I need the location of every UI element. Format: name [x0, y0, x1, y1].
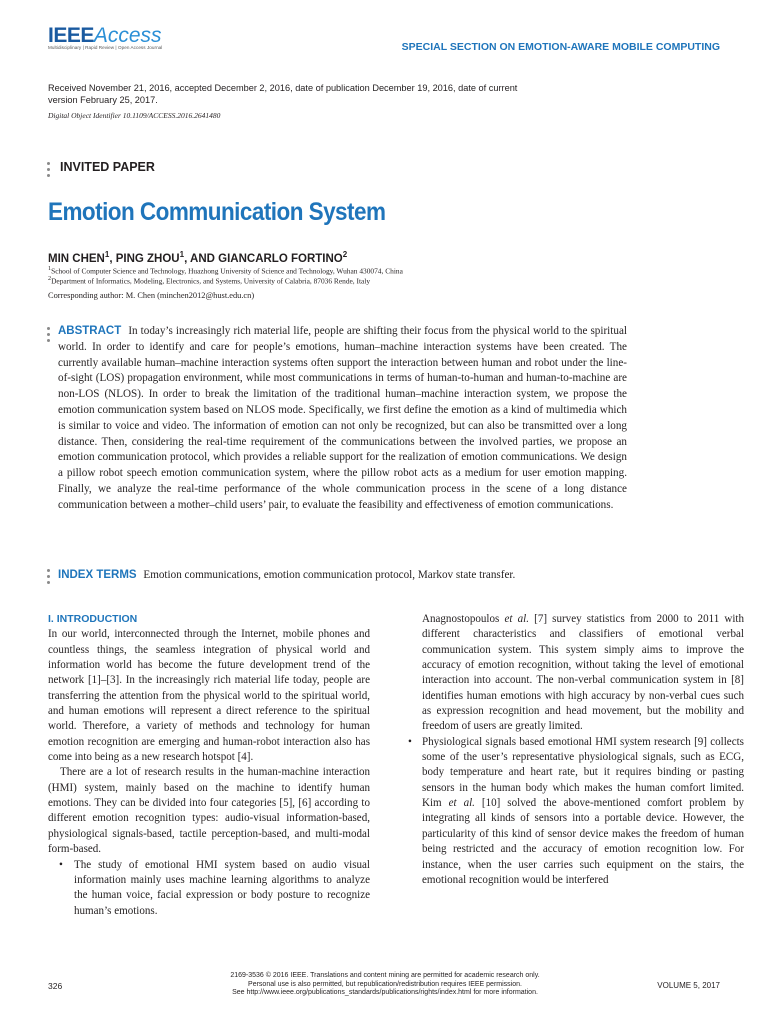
text-run: [10] solved the above-mentioned comfort problem by integrating all kinds of sensors into a portable device. However, the particularity of this kind of sensor device makes the freedom of human being restricted and the accuracy of emotion recognition low. For instance, when the user carries such equipment on the stairs, the emotional recognition would be interfered [422, 797, 745, 886]
text-run-italic: et al. [448, 797, 475, 810]
author-name: GIANCARLO FORTINO [218, 252, 343, 265]
author-affil-sup: 2 [342, 250, 348, 259]
paragraph: In our world, interconnected through the Internet, mobile phones and countless things, the seamless integration of physical world and information world has become the future development trend of the network [1]–[3]. In the increasingly rich material life today, people are transferring the attention from the physical world to the spiritual world, and human emotions will represent a direct reference to the spiritual world. Therefore, a variety of methods and technology for human emotion recognition are emerging and human-robot interaction also has come into being as a new research hotspot [4]. [48, 628, 370, 764]
text-run: Anagnostopoulos [422, 613, 500, 625]
list-item-text: The study of emotional HMI system based on audio visual information mainly uses machine learning algorithms to analyze the human voice, facial expression or body posture to recognize human’s emotions. [74, 858, 370, 917]
author-name: PING ZHOU [115, 252, 180, 265]
list-item [408, 735, 745, 888]
paragraph: There are a lot of research results in the human-machine interaction (HMI) system, mainly based on the machine to identify human emotions. They can be divided into four categories [5], [6] according to different emotion recognition types: audio-visual information-based, physiological signals-based, tactile perception-based, and multi-modal form-based. [48, 766, 370, 856]
page-number: 326 [48, 981, 63, 991]
section-heading: I. INTRODUCTION [48, 613, 138, 625]
affiliation-text: Department of Informatics, Modeling, Electronics, and Systems, University of Calabria, 87036 Rende, Italy [51, 276, 371, 286]
copyright-line: Personal use is also permitted, but republication/redistribution requires IEEE permission. [248, 980, 522, 988]
paper-type-label: INVITED PAPER [60, 160, 155, 174]
corresponding-author: Corresponding author: M. Chen (minchen2012@hust.edu.cn) [48, 291, 255, 300]
author-affil-sup: 1 [104, 250, 110, 259]
doi: Digital Object Identifier 10.1109/ACCESS.2016.2641480 [48, 111, 221, 120]
author-affil-sup: 1 [179, 250, 185, 259]
affiliation [48, 276, 370, 285]
index-terms-text: Emotion communications, emotion communication protocol, Markov state transfer. [143, 569, 516, 581]
logo-ieee-text: IEEE [48, 24, 94, 47]
copyright-notice [200, 972, 570, 998]
body-column-right [408, 612, 745, 888]
bullet-mark: • [59, 858, 63, 871]
text-run-italic: et al. [504, 613, 529, 625]
logo-access-text: Access [93, 24, 162, 47]
author-name: MIN CHEN [48, 252, 105, 265]
list-item [48, 858, 370, 919]
affiliation-sup: 1 [48, 266, 52, 272]
received-dates: Received November 21, 2016, accepted December 2, 2016, date of publication December 19, 2016, date of current version February 25, 2017. [48, 83, 518, 105]
abstract [58, 324, 627, 514]
affiliation-sup: 2 [48, 276, 52, 282]
affiliation-text: School of Computer Science and Technology, Huazhong University of Science and Technology, Wuhan 430074, China [51, 266, 403, 276]
copyright-line: 2169-3536 © 2016 IEEE. Translations and content mining are permitted for academic research only. [230, 972, 540, 979]
text-run: Physiological signals based emotional HMI system research [9] collects some of the user’s representative physiological signals, such as ECG, body temperature and heart rate, but it requires binding or pasting sensors in the human body which makes the human comfort limited. Kim [422, 735, 744, 810]
abstract-text: In today’s increasingly rich material life, people are shifting their focus from the physical world to the spiritual world. In order to identify and care for people’s emotions, human–machine interaction systems have been created. The currently available human–machine interaction systems often support the interaction between human and robot under the line-of-sight (LOS) propagation environment, while most communications in terms of human-to-human and human-to-machine are non-LOS (NLOS). In order to break the limitation of the traditional human–machine interaction system, we propose the emotion communication system based on NLOS mode. Specifically, we first define the emotion as a kind of multimedia which is similar to voice and video. The information of emotion can not only be recognized, but can also be transmitted over a long distance. Then, considering the real-time requirement of the communications between the involved parties, we propose an emotion communication protocol, which provides a reliable support for the realization of emotion communications. We design a pillow robot speech emotion communication system, where the pillow robot acts as a medium for user emotion mapping. Finally, we analyze the real-time performance of the whole communication process in the scene of a long distance communication between a mother–child users’ pair, to evaluate the feasibility and effectiveness of emotion communications. [58, 325, 627, 511]
paragraph [422, 612, 744, 735]
logo-tagline: Multidisciplinary | Rapid Review | Open Access Journal [48, 45, 163, 50]
index-terms [58, 568, 658, 583]
text-run: [7] survey statistics from 2000 to 2011 with different characteristics and classifiers of emotional verbal communication system. This system simply aims to improve the accuracy of emotion recognition, without taking the level of emotional interaction into account. The non-verbal communication system in [8] identifies human emotions with high accuracy by non-verbal cues such as expression recognition and head movement, but the mobility and freedom of users are greatly limited. [422, 613, 745, 733]
abstract-label: ABSTRACT [58, 325, 122, 337]
author-list [48, 250, 347, 265]
dots-decoration [47, 327, 51, 345]
affiliation [48, 266, 403, 275]
author-separator: , [109, 252, 116, 265]
paper-title: Emotion Communication System [48, 198, 386, 226]
body-column-left [48, 612, 370, 919]
special-section-title: SPECIAL SECTION ON EMOTION-AWARE MOBILE COMPUTING [401, 41, 720, 53]
copyright-line: See http://www.ieee.org/publications_standards/publications/rights/index.html for more information. [232, 989, 538, 997]
index-terms-label: INDEX TERMS [58, 569, 137, 581]
dots-decoration [47, 162, 51, 180]
dots-decoration [47, 569, 51, 587]
author-separator: , AND [184, 252, 219, 265]
bullet-mark: • [408, 735, 412, 748]
volume-label: VOLUME 5, 2017 [657, 981, 720, 990]
